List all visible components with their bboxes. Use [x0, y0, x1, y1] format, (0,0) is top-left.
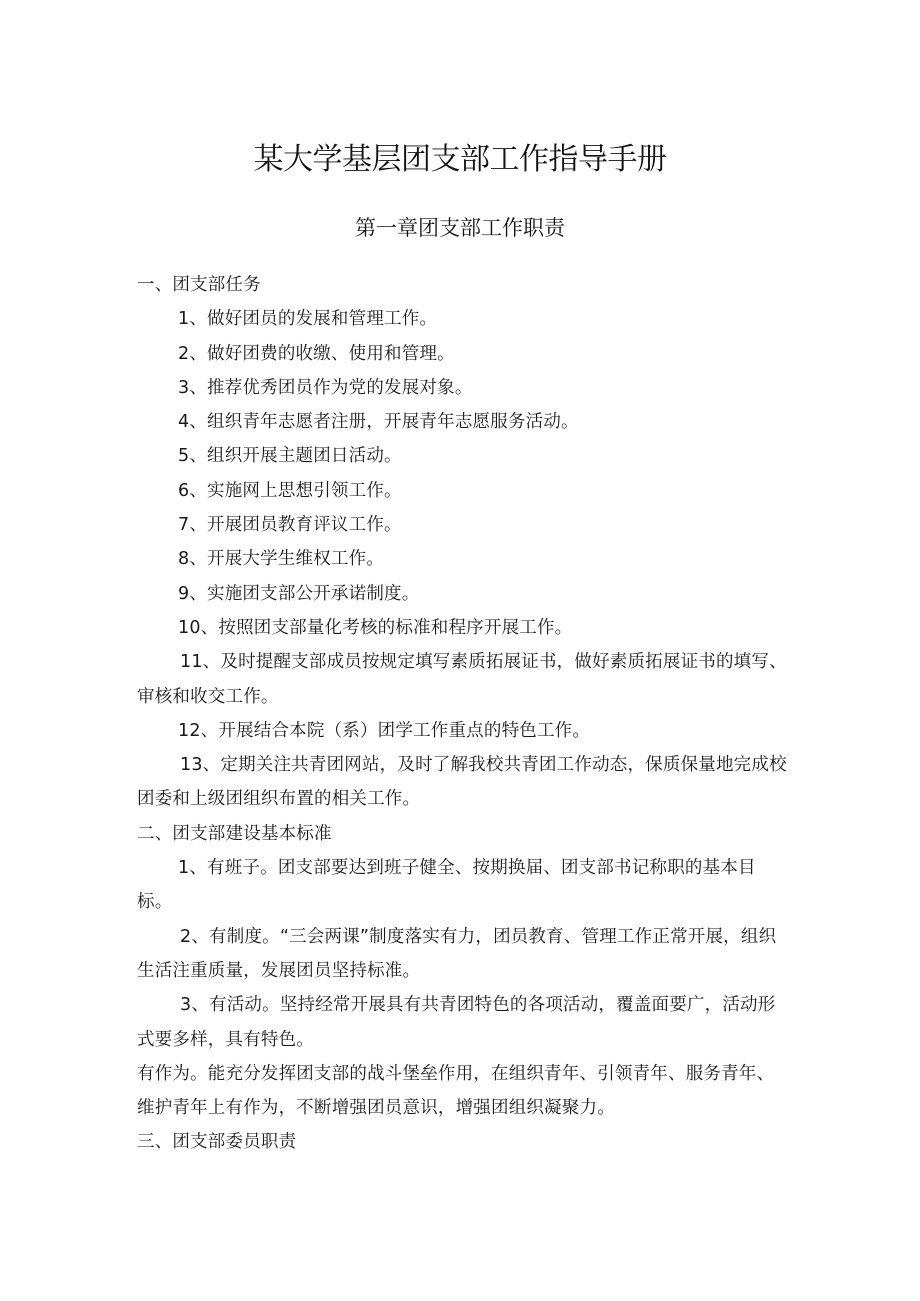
body-paragraph: 有作为。能充分发挥团支部的战斗堡垒作用，在组织青年、引领青年、服务青年、维护青年上有作为，不断增强团员意识，增强团组织凝聚力。	[137, 1063, 775, 1119]
chapter-heading: 第一章团支部工作职责	[355, 216, 565, 240]
list-item: 6、实施网上思想引领工作。	[178, 480, 402, 501]
list-item: 1、有班子。团支部要达到班子健全、按期换届、团支部书记称职的基本目标。	[137, 858, 756, 913]
list-item: 2、有制度。“三会两课”制度落实有力，团员教育、管理工作正常开展，组织生活注重质量，发展团员坚持标准。	[137, 926, 777, 981]
section-heading: 一、团支部任务	[137, 275, 261, 295]
list-item: 1、做好团员的发展和管理工作。	[178, 309, 438, 330]
section-heading: 三、团支部委员职责	[137, 1132, 297, 1153]
list-item: 5、组织开展主题团日活动。	[178, 446, 402, 467]
list-item: 11、及时提醒支部成员按规定填写素质拓展证书，做好素质拓展证书的填写、审核和收交工作。	[137, 652, 787, 707]
list-item: 4、组织青年志愿者注册，开展青年志愿服务活动。	[178, 412, 579, 433]
list-item: 3、推荐优秀团员作为党的发展对象。	[178, 377, 473, 398]
list-item: 10、按照团支部量化考核的标准和程序开展工作。	[178, 617, 573, 638]
document-title: 某大学基层团支部工作指导手册	[253, 142, 667, 177]
list-item: 12、开展结合本院（系）团学工作重点的特色工作。	[178, 720, 591, 741]
list-item: 13、定期关注共青团网站，及时了解我校共青团工作动态，保质保量地完成校团委和上级团组织布置的相关工作。	[137, 755, 787, 810]
list-item: 9、实施团支部公开承诺制度。	[178, 583, 420, 604]
list-item: 8、开展大学生维权工作。	[178, 549, 385, 570]
document-body	[137, 268, 787, 1160]
list-item: 7、开展团员教育评议工作。	[178, 515, 402, 536]
section-heading: 二、团支部建设基本标准	[137, 823, 332, 844]
list-item: 3、有活动。坚持经常开展具有共青团特色的各项活动，覆盖面要广，活动形式要多样，具有特色。	[137, 995, 776, 1050]
list-item: 2、做好团费的收缴、使用和管理。	[178, 343, 455, 364]
